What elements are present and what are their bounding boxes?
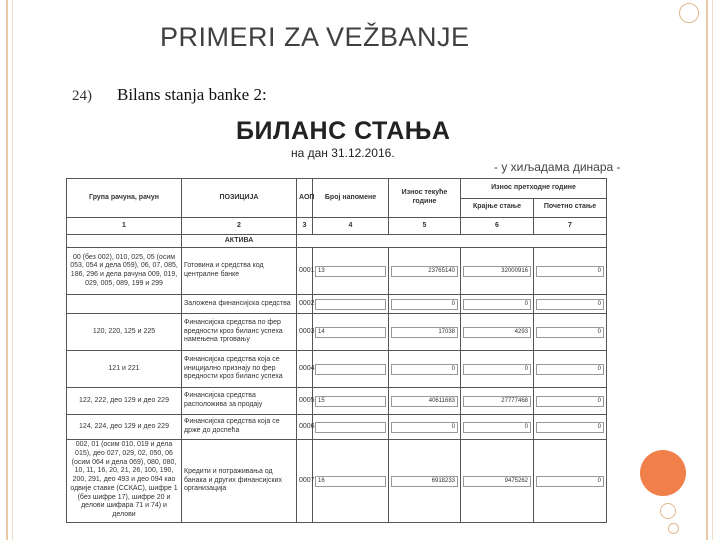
slide-frame-right-line	[706, 0, 708, 540]
row-position: Заложена финансијска средства	[182, 295, 297, 314]
table-row	[67, 314, 607, 351]
balance-sheet-scan	[66, 178, 606, 518]
header-previous-year: Износ претходне године	[461, 179, 607, 199]
row-note: 14	[315, 327, 386, 338]
table-row	[67, 440, 607, 523]
row-opening: 0	[536, 364, 604, 375]
row-aop: 0002	[297, 295, 313, 314]
document-date: на дан 31.12.2016.	[291, 146, 395, 160]
row-aop: 0001	[297, 248, 313, 295]
row-aop: 0007	[297, 440, 313, 523]
row-closing: 27777468	[463, 396, 531, 407]
row-current: 6918233	[391, 476, 458, 487]
row-opening: 0	[536, 476, 604, 487]
row-position: Кредити и потраживања од банака и других финансијских организација	[182, 440, 297, 523]
row-group	[67, 295, 182, 314]
row-note	[315, 299, 386, 310]
row-current: 0	[391, 299, 458, 310]
row-group: 120, 220, 125 и 225	[67, 314, 182, 351]
slide-frame-left-line	[6, 0, 8, 540]
document-unit-note: - у хиљадама динара -	[494, 160, 621, 174]
header-current-year: Износ текуће године	[389, 179, 461, 218]
column-number: 2	[182, 218, 297, 235]
row-opening: 0	[536, 396, 604, 407]
row-position: Финансијска средства по фер вредности кроз биланс успеха намењена трговању	[182, 314, 297, 351]
table-row	[67, 388, 607, 415]
row-opening: 0	[536, 299, 604, 310]
row-opening: 0	[536, 266, 604, 277]
row-closing: 4293	[463, 327, 531, 338]
decor-circle-top	[679, 3, 699, 23]
row-position: Готовина и средства код централне банке	[182, 248, 297, 295]
row-position: Финансијска средства која се иницијално признају по фер вредности кроз биланс успеха	[182, 351, 297, 388]
row-position: Финансијска средства која се држе до доспећа	[182, 415, 297, 440]
row-opening: 0	[536, 422, 604, 433]
row-opening: 0	[536, 327, 604, 338]
header-note: Број напомене	[313, 179, 389, 218]
row-current: 0	[391, 422, 458, 433]
table-row	[67, 248, 607, 295]
header-aop: АОП	[297, 179, 313, 218]
row-current: 40611683	[391, 396, 458, 407]
header-closing: Крајње стање	[461, 198, 534, 218]
row-closing: 0	[463, 422, 531, 433]
row-current: 0	[391, 364, 458, 375]
list-item-number: 24)	[72, 88, 92, 104]
row-note: 13	[315, 266, 386, 277]
row-closing: 9475262	[463, 476, 531, 487]
row-aop: 0004	[297, 351, 313, 388]
column-number: 4	[313, 218, 389, 235]
row-current: 17038	[391, 327, 458, 338]
section-title: АКТИВА	[182, 235, 297, 248]
balance-sheet-table	[66, 178, 607, 523]
row-group: 122, 222, део 129 и део 229	[67, 388, 182, 415]
row-closing: 32000916	[463, 266, 531, 277]
header-row	[67, 179, 607, 199]
row-aop: 0005	[297, 388, 313, 415]
row-group: 002, 01 (осим 010, 019 и дела 015), део 027, 029, 02, 050, 06 (осим 064 и дела 069), 080, 080, 10, 11, 16, 20, 21, 26, 100, 190, 200, 291, део 493 и део 094 као одвије ставке (ССКАС), шифре 1 (без шифре 17), шифре 20 и делови шифара 71 и 74) и делови	[67, 440, 182, 523]
row-current: 23765140	[391, 266, 458, 277]
row-closing: 0	[463, 364, 531, 375]
column-number: 3	[297, 218, 313, 235]
decor-circle-mid	[660, 503, 676, 519]
decor-circle-small	[668, 523, 679, 534]
slide-frame-right-line-inner	[712, 0, 713, 540]
row-closing: 0	[463, 299, 531, 310]
row-group: 124, 224, део 129 и део 229	[67, 415, 182, 440]
column-number: 1	[67, 218, 182, 235]
table-row	[67, 351, 607, 388]
row-position: Финансијска средства расположива за продају	[182, 388, 297, 415]
list-item-text: Bilans stanja banke 2:	[117, 85, 267, 104]
row-group: 121 и 221	[67, 351, 182, 388]
section-row	[67, 235, 607, 248]
slide-title: PRIMERI ZA VEŽBANJE	[160, 22, 470, 52]
document-title: БИЛАНС СТАЊА	[236, 117, 451, 145]
column-number: 5	[389, 218, 461, 235]
header-group: Група рачуна, рачун	[67, 179, 182, 218]
row-aop: 0006	[297, 415, 313, 440]
table-row	[67, 415, 607, 440]
header-opening: Почетно стање	[534, 198, 607, 218]
row-note	[315, 422, 386, 433]
decor-circle-orange	[640, 450, 686, 496]
row-note: 16	[315, 476, 386, 487]
header-position: ПОЗИЦИЈА	[182, 179, 297, 218]
slide-frame-left-line-inner	[12, 0, 13, 540]
column-numbers-row	[67, 218, 607, 235]
column-number: 7	[534, 218, 607, 235]
row-note	[315, 364, 386, 375]
row-group: 00 (без 002), 010, 025, 05 (осим 053, 054 и дела 059), 06, 07, 085, 186, 296 и дела рачуна 009, 019, 029, 005, 089, 199 и 299	[67, 248, 182, 295]
table-row	[67, 295, 607, 314]
row-note: 15	[315, 396, 386, 407]
column-number: 6	[461, 218, 534, 235]
row-aop: 0003	[297, 314, 313, 351]
